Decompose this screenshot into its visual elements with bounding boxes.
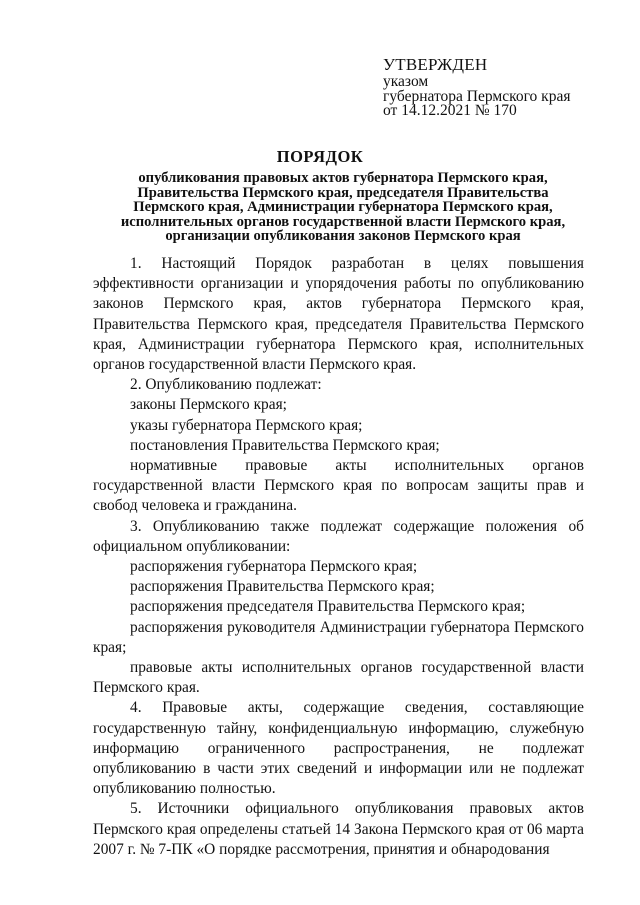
approval-line-3: от 14.12.2021 № 170 <box>383 102 517 119</box>
list-item: законы Пермского края; <box>130 396 287 414</box>
subtitle-line: опубликования правовых актов губернатора Пермского края, <box>138 170 548 186</box>
list-item: постановления Правительства Пермского края; <box>130 436 440 454</box>
document-body <box>93 254 584 860</box>
list-item: нормативные правовые акты исполнительных органов государственной власти Пермского края по вопросам защиты прав и свобод человека и гражданина. <box>93 457 584 515</box>
paragraph-5: 5. Источники официального опубликования правовых актов Пермского края определены статьей 14 Закона Пермского края от 06 марта 2007 г. № 7-ПК «О порядке рассмотрения, принятия и обнародования <box>93 800 584 858</box>
subtitle-line: Правительства Пермского края, председателя Правительства <box>137 184 549 201</box>
approval-stamp <box>383 56 623 119</box>
list-item: распоряжения губернатора Пермского края; <box>130 558 418 576</box>
list-item: распоряжения Правительства Пермского края; <box>130 578 435 596</box>
paragraph-3: 3. Опубликованию также подлежат содержащие положения об официальном опубликовании: <box>93 517 584 555</box>
document-title: ПОРЯДОК <box>276 147 364 166</box>
approval-title: УТВЕРЖДЕН <box>383 55 488 74</box>
list-item: указы губернатора Пермского края; <box>130 416 363 434</box>
list-item: распоряжения руководителя Администрации губернатора Пермского края; <box>93 618 584 656</box>
approval-line-2: губернатора Пермского края <box>383 87 571 105</box>
subtitle-line: Пермского края, Администрации губернатора Пермского края, <box>133 199 553 216</box>
document-subtitle <box>98 171 588 244</box>
paragraph-4: 4. Правовые акты, содержащие сведения, составляющие государственную тайну, конфиденциальную информацию, служебную информацию ограниченного распространения, не подлежат опубликованию в части этих сведений и информации или не подлежат опубликованию полностью. <box>93 699 584 798</box>
list-item: правовые акты исполнительных органов государственной власти Пермского края. <box>93 659 584 697</box>
approval-line-1: указом <box>383 73 429 90</box>
subtitle-line: организации опубликования законов Пермского края <box>165 228 521 245</box>
subtitle-line: исполнительных органов государственной власти Пермского края, <box>120 213 566 230</box>
paragraph-1: 1. Настоящий Порядок разработан в целях повышения эффективности организации и упорядочения работы по опубликованию законов Пермского края, актов губернатора Пермского края, Правительства Пермского края, председателя Правительства Пермского края, Администрации губернатора Пермского края, исполнительных органов государственной власти Пермского края. <box>93 255 584 374</box>
paragraph-2: 2. Опубликованию подлежат: <box>130 376 322 394</box>
list-item: распоряжения председателя Правительства Пермского края; <box>130 598 526 616</box>
